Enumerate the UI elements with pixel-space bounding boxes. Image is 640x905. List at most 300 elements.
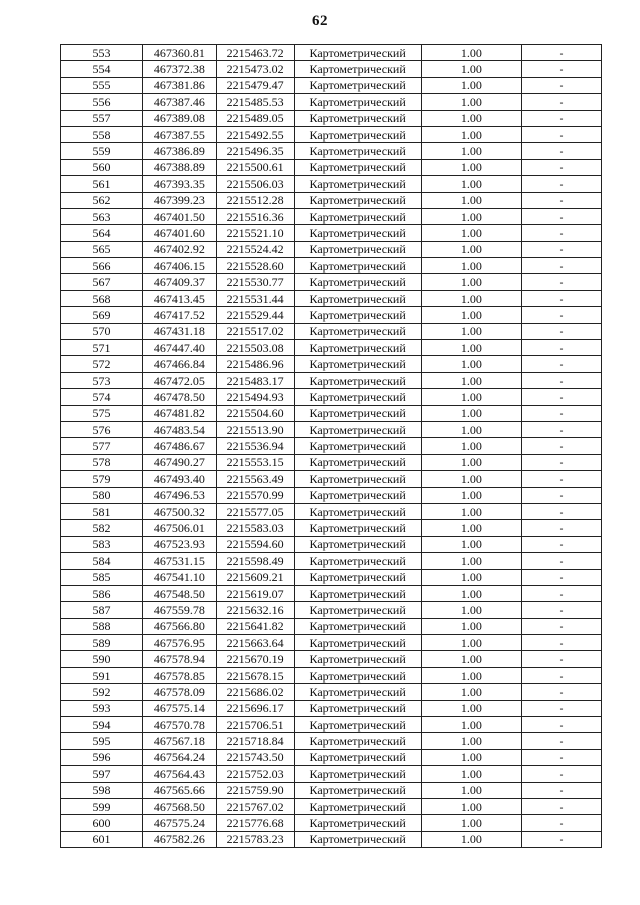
description-cell: -: [522, 438, 602, 454]
table-row: [61, 159, 602, 175]
method-cell: Картометрический: [294, 225, 421, 241]
description-cell: -: [522, 61, 602, 77]
method-cell: Картометрический: [294, 487, 421, 503]
x-coordinate-cell: 467576.95: [142, 635, 216, 651]
x-coordinate-cell: 467496.53: [142, 487, 216, 503]
accuracy-cell: 1.00: [421, 782, 521, 798]
y-coordinate-cell: 2215594.60: [216, 536, 294, 552]
description-cell: -: [522, 290, 602, 306]
x-coordinate-cell: 467381.86: [142, 77, 216, 93]
y-coordinate-cell: 2215516.36: [216, 208, 294, 224]
accuracy-cell: 1.00: [421, 356, 521, 372]
y-coordinate-cell: 2215483.17: [216, 372, 294, 388]
y-coordinate-cell: 2215521.10: [216, 225, 294, 241]
description-cell: -: [522, 798, 602, 814]
y-coordinate-cell: 2215767.02: [216, 798, 294, 814]
method-cell: Картометрический: [294, 208, 421, 224]
method-cell: Картометрический: [294, 684, 421, 700]
table-row: [61, 831, 602, 847]
method-cell: Картометрический: [294, 405, 421, 421]
table-row: [61, 208, 602, 224]
method-cell: Картометрический: [294, 471, 421, 487]
y-coordinate-cell: 2215479.47: [216, 77, 294, 93]
y-coordinate-cell: 2215619.07: [216, 585, 294, 601]
accuracy-cell: 1.00: [421, 94, 521, 110]
point-number-cell: 598: [61, 782, 143, 798]
method-cell: Картометрический: [294, 454, 421, 470]
table-row: [61, 340, 602, 356]
table-row: [61, 503, 602, 519]
y-coordinate-cell: 2215696.17: [216, 700, 294, 716]
description-cell: -: [522, 520, 602, 536]
method-cell: Картометрический: [294, 700, 421, 716]
point-number-cell: 561: [61, 176, 143, 192]
x-coordinate-cell: 467566.80: [142, 618, 216, 634]
accuracy-cell: 1.00: [421, 717, 521, 733]
y-coordinate-cell: 2215496.35: [216, 143, 294, 159]
y-coordinate-cell: 2215512.28: [216, 192, 294, 208]
point-number-cell: 566: [61, 258, 143, 274]
description-cell: -: [522, 372, 602, 388]
table-row: [61, 274, 602, 290]
description-cell: -: [522, 553, 602, 569]
description-cell: -: [522, 176, 602, 192]
method-cell: Картометрический: [294, 241, 421, 257]
table-row: [61, 323, 602, 339]
accuracy-cell: 1.00: [421, 77, 521, 93]
point-number-cell: 597: [61, 766, 143, 782]
y-coordinate-cell: 2215706.51: [216, 717, 294, 733]
table-row: [61, 389, 602, 405]
y-coordinate-cell: 2215759.90: [216, 782, 294, 798]
point-number-cell: 581: [61, 503, 143, 519]
point-number-cell: 586: [61, 585, 143, 601]
table-row: [61, 110, 602, 126]
table-row: [61, 372, 602, 388]
x-coordinate-cell: 467360.81: [142, 45, 216, 61]
y-coordinate-cell: 2215570.99: [216, 487, 294, 503]
y-coordinate-cell: 2215503.08: [216, 340, 294, 356]
x-coordinate-cell: 467575.24: [142, 815, 216, 831]
method-cell: Картометрический: [294, 717, 421, 733]
method-cell: Картометрический: [294, 798, 421, 814]
point-number-cell: 572: [61, 356, 143, 372]
accuracy-cell: 1.00: [421, 749, 521, 765]
x-coordinate-cell: 467564.43: [142, 766, 216, 782]
description-cell: -: [522, 405, 602, 421]
description-cell: -: [522, 225, 602, 241]
table-row: [61, 536, 602, 552]
point-number-cell: 585: [61, 569, 143, 585]
y-coordinate-cell: 2215500.61: [216, 159, 294, 175]
y-coordinate-cell: 2215524.42: [216, 241, 294, 257]
table-row: [61, 454, 602, 470]
description-cell: -: [522, 815, 602, 831]
x-coordinate-cell: 467559.78: [142, 602, 216, 618]
method-cell: Картометрический: [294, 290, 421, 306]
method-cell: Картометрический: [294, 766, 421, 782]
point-number-cell: 580: [61, 487, 143, 503]
method-cell: Картометрический: [294, 667, 421, 683]
table-row: [61, 45, 602, 61]
method-cell: Картометрический: [294, 618, 421, 634]
table-row: [61, 290, 602, 306]
method-cell: Картометрический: [294, 94, 421, 110]
description-cell: -: [522, 618, 602, 634]
table-row: [61, 258, 602, 274]
accuracy-cell: 1.00: [421, 389, 521, 405]
x-coordinate-cell: 467531.15: [142, 553, 216, 569]
y-coordinate-cell: 2215752.03: [216, 766, 294, 782]
x-coordinate-cell: 467401.50: [142, 208, 216, 224]
table-row: [61, 585, 602, 601]
method-cell: Картометрический: [294, 749, 421, 765]
x-coordinate-cell: 467409.37: [142, 274, 216, 290]
method-cell: Картометрический: [294, 782, 421, 798]
x-coordinate-cell: 467431.18: [142, 323, 216, 339]
accuracy-cell: 1.00: [421, 405, 521, 421]
y-coordinate-cell: 2215494.93: [216, 389, 294, 405]
description-cell: -: [522, 503, 602, 519]
accuracy-cell: 1.00: [421, 340, 521, 356]
description-cell: -: [522, 602, 602, 618]
method-cell: Картометрический: [294, 389, 421, 405]
accuracy-cell: 1.00: [421, 143, 521, 159]
description-cell: -: [522, 667, 602, 683]
accuracy-cell: 1.00: [421, 176, 521, 192]
table-row: [61, 602, 602, 618]
method-cell: Картометрический: [294, 438, 421, 454]
table-row: [61, 667, 602, 683]
x-coordinate-cell: 467578.85: [142, 667, 216, 683]
method-cell: Картометрический: [294, 340, 421, 356]
accuracy-cell: 1.00: [421, 569, 521, 585]
method-cell: Картометрический: [294, 323, 421, 339]
accuracy-cell: 1.00: [421, 651, 521, 667]
x-coordinate-cell: 467548.50: [142, 585, 216, 601]
description-cell: -: [522, 192, 602, 208]
y-coordinate-cell: 2215632.16: [216, 602, 294, 618]
description-cell: -: [522, 323, 602, 339]
point-number-cell: 574: [61, 389, 143, 405]
table-row: [61, 815, 602, 831]
method-cell: Картометрический: [294, 372, 421, 388]
point-number-cell: 587: [61, 602, 143, 618]
y-coordinate-cell: 2215563.49: [216, 471, 294, 487]
method-cell: Картометрический: [294, 553, 421, 569]
method-cell: Картометрический: [294, 733, 421, 749]
x-coordinate-cell: 467447.40: [142, 340, 216, 356]
description-cell: -: [522, 126, 602, 142]
method-cell: Картометрический: [294, 421, 421, 437]
table-row: [61, 421, 602, 437]
y-coordinate-cell: 2215463.72: [216, 45, 294, 61]
method-cell: Картометрический: [294, 569, 421, 585]
accuracy-cell: 1.00: [421, 618, 521, 634]
x-coordinate-cell: 467523.93: [142, 536, 216, 552]
description-cell: -: [522, 307, 602, 323]
x-coordinate-cell: 467578.94: [142, 651, 216, 667]
table-row: [61, 717, 602, 733]
accuracy-cell: 1.00: [421, 208, 521, 224]
table-row: [61, 766, 602, 782]
description-cell: -: [522, 77, 602, 93]
description-cell: -: [522, 110, 602, 126]
method-cell: Картометрический: [294, 520, 421, 536]
point-number-cell: 560: [61, 159, 143, 175]
description-cell: -: [522, 258, 602, 274]
point-number-cell: 568: [61, 290, 143, 306]
point-number-cell: 559: [61, 143, 143, 159]
y-coordinate-cell: 2215670.19: [216, 651, 294, 667]
y-coordinate-cell: 2215528.60: [216, 258, 294, 274]
x-coordinate-cell: 467478.50: [142, 389, 216, 405]
method-cell: Картометрический: [294, 110, 421, 126]
x-coordinate-cell: 467565.66: [142, 782, 216, 798]
accuracy-cell: 1.00: [421, 454, 521, 470]
method-cell: Картометрический: [294, 307, 421, 323]
point-number-cell: 591: [61, 667, 143, 683]
accuracy-cell: 1.00: [421, 553, 521, 569]
x-coordinate-cell: 467567.18: [142, 733, 216, 749]
description-cell: -: [522, 143, 602, 159]
table-row: [61, 635, 602, 651]
y-coordinate-cell: 2215577.05: [216, 503, 294, 519]
description-cell: -: [522, 831, 602, 847]
point-number-cell: 571: [61, 340, 143, 356]
x-coordinate-cell: 467466.84: [142, 356, 216, 372]
table-row: [61, 471, 602, 487]
point-number-cell: 592: [61, 684, 143, 700]
description-cell: -: [522, 471, 602, 487]
y-coordinate-cell: 2215531.44: [216, 290, 294, 306]
point-number-cell: 595: [61, 733, 143, 749]
x-coordinate-cell: 467568.50: [142, 798, 216, 814]
point-number-cell: 582: [61, 520, 143, 536]
accuracy-cell: 1.00: [421, 503, 521, 519]
y-coordinate-cell: 2215641.82: [216, 618, 294, 634]
x-coordinate-cell: 467387.46: [142, 94, 216, 110]
y-coordinate-cell: 2215529.44: [216, 307, 294, 323]
description-cell: -: [522, 159, 602, 175]
table-row: [61, 520, 602, 536]
accuracy-cell: 1.00: [421, 520, 521, 536]
accuracy-cell: 1.00: [421, 110, 521, 126]
x-coordinate-cell: 467386.89: [142, 143, 216, 159]
point-number-cell: 562: [61, 192, 143, 208]
x-coordinate-cell: 467493.40: [142, 471, 216, 487]
table-row: [61, 798, 602, 814]
coordinates-table-body: [61, 45, 602, 848]
point-number-cell: 594: [61, 717, 143, 733]
point-number-cell: 573: [61, 372, 143, 388]
x-coordinate-cell: 467490.27: [142, 454, 216, 470]
accuracy-cell: 1.00: [421, 323, 521, 339]
description-cell: -: [522, 700, 602, 716]
point-number-cell: 589: [61, 635, 143, 651]
table-row: [61, 176, 602, 192]
accuracy-cell: 1.00: [421, 766, 521, 782]
method-cell: Картометрический: [294, 192, 421, 208]
point-number-cell: 578: [61, 454, 143, 470]
description-cell: -: [522, 340, 602, 356]
accuracy-cell: 1.00: [421, 798, 521, 814]
table-row: [61, 553, 602, 569]
method-cell: Картометрический: [294, 126, 421, 142]
point-number-cell: 579: [61, 471, 143, 487]
y-coordinate-cell: 2215489.05: [216, 110, 294, 126]
x-coordinate-cell: 467500.32: [142, 503, 216, 519]
accuracy-cell: 1.00: [421, 159, 521, 175]
accuracy-cell: 1.00: [421, 684, 521, 700]
description-cell: -: [522, 208, 602, 224]
method-cell: Картометрический: [294, 536, 421, 552]
point-number-cell: 599: [61, 798, 143, 814]
accuracy-cell: 1.00: [421, 126, 521, 142]
table-row: [61, 61, 602, 77]
y-coordinate-cell: 2215530.77: [216, 274, 294, 290]
y-coordinate-cell: 2215506.03: [216, 176, 294, 192]
method-cell: Картометрический: [294, 45, 421, 61]
accuracy-cell: 1.00: [421, 831, 521, 847]
description-cell: -: [522, 782, 602, 798]
description-cell: -: [522, 749, 602, 765]
accuracy-cell: 1.00: [421, 192, 521, 208]
point-number-cell: 575: [61, 405, 143, 421]
point-number-cell: 557: [61, 110, 143, 126]
y-coordinate-cell: 2215486.96: [216, 356, 294, 372]
point-number-cell: 601: [61, 831, 143, 847]
x-coordinate-cell: 467486.67: [142, 438, 216, 454]
table-row: [61, 405, 602, 421]
accuracy-cell: 1.00: [421, 438, 521, 454]
coordinates-table: [60, 44, 602, 848]
point-number-cell: 590: [61, 651, 143, 667]
table-row: [61, 356, 602, 372]
y-coordinate-cell: 2215553.15: [216, 454, 294, 470]
x-coordinate-cell: 467401.60: [142, 225, 216, 241]
accuracy-cell: 1.00: [421, 274, 521, 290]
point-number-cell: 564: [61, 225, 143, 241]
table-row: [61, 733, 602, 749]
table-row: [61, 126, 602, 142]
point-number-cell: 577: [61, 438, 143, 454]
x-coordinate-cell: 467399.23: [142, 192, 216, 208]
description-cell: -: [522, 684, 602, 700]
y-coordinate-cell: 2215536.94: [216, 438, 294, 454]
description-cell: -: [522, 635, 602, 651]
y-coordinate-cell: 2215583.03: [216, 520, 294, 536]
method-cell: Картометрический: [294, 274, 421, 290]
accuracy-cell: 1.00: [421, 307, 521, 323]
table-row: [61, 700, 602, 716]
x-coordinate-cell: 467564.24: [142, 749, 216, 765]
method-cell: Картометрический: [294, 77, 421, 93]
y-coordinate-cell: 2215783.23: [216, 831, 294, 847]
description-cell: -: [522, 274, 602, 290]
point-number-cell: 576: [61, 421, 143, 437]
x-coordinate-cell: 467541.10: [142, 569, 216, 585]
accuracy-cell: 1.00: [421, 733, 521, 749]
x-coordinate-cell: 467413.45: [142, 290, 216, 306]
description-cell: -: [522, 45, 602, 61]
x-coordinate-cell: 467570.78: [142, 717, 216, 733]
method-cell: Картометрический: [294, 143, 421, 159]
description-cell: -: [522, 585, 602, 601]
accuracy-cell: 1.00: [421, 372, 521, 388]
accuracy-cell: 1.00: [421, 635, 521, 651]
x-coordinate-cell: 467575.14: [142, 700, 216, 716]
accuracy-cell: 1.00: [421, 225, 521, 241]
x-coordinate-cell: 467578.09: [142, 684, 216, 700]
y-coordinate-cell: 2215743.50: [216, 749, 294, 765]
x-coordinate-cell: 467372.38: [142, 61, 216, 77]
x-coordinate-cell: 467506.01: [142, 520, 216, 536]
x-coordinate-cell: 467387.55: [142, 126, 216, 142]
point-number-cell: 584: [61, 553, 143, 569]
method-cell: Картометрический: [294, 815, 421, 831]
description-cell: -: [522, 487, 602, 503]
table-row: [61, 438, 602, 454]
table-row: [61, 651, 602, 667]
description-cell: -: [522, 536, 602, 552]
point-number-cell: 593: [61, 700, 143, 716]
method-cell: Картометрический: [294, 176, 421, 192]
accuracy-cell: 1.00: [421, 585, 521, 601]
point-number-cell: 588: [61, 618, 143, 634]
point-number-cell: 583: [61, 536, 143, 552]
point-number-cell: 554: [61, 61, 143, 77]
x-coordinate-cell: 467481.82: [142, 405, 216, 421]
y-coordinate-cell: 2215485.53: [216, 94, 294, 110]
table-row: [61, 618, 602, 634]
table-row: [61, 225, 602, 241]
accuracy-cell: 1.00: [421, 61, 521, 77]
point-number-cell: 565: [61, 241, 143, 257]
point-number-cell: 569: [61, 307, 143, 323]
table-row: [61, 307, 602, 323]
accuracy-cell: 1.00: [421, 815, 521, 831]
method-cell: Картометрический: [294, 159, 421, 175]
y-coordinate-cell: 2215663.64: [216, 635, 294, 651]
description-cell: -: [522, 766, 602, 782]
table-row: [61, 569, 602, 585]
x-coordinate-cell: 467393.35: [142, 176, 216, 192]
table-row: [61, 241, 602, 257]
y-coordinate-cell: 2215504.60: [216, 405, 294, 421]
point-number-cell: 596: [61, 749, 143, 765]
method-cell: Картометрический: [294, 356, 421, 372]
accuracy-cell: 1.00: [421, 700, 521, 716]
point-number-cell: 600: [61, 815, 143, 831]
description-cell: -: [522, 569, 602, 585]
description-cell: -: [522, 717, 602, 733]
method-cell: Картометрический: [294, 602, 421, 618]
y-coordinate-cell: 2215609.21: [216, 569, 294, 585]
accuracy-cell: 1.00: [421, 487, 521, 503]
method-cell: Картометрический: [294, 635, 421, 651]
table-row: [61, 487, 602, 503]
table-row: [61, 143, 602, 159]
y-coordinate-cell: 2215598.49: [216, 553, 294, 569]
point-number-cell: 567: [61, 274, 143, 290]
description-cell: -: [522, 389, 602, 405]
accuracy-cell: 1.00: [421, 258, 521, 274]
y-coordinate-cell: 2215473.02: [216, 61, 294, 77]
method-cell: Картометрический: [294, 585, 421, 601]
point-number-cell: 556: [61, 94, 143, 110]
table-row: [61, 192, 602, 208]
